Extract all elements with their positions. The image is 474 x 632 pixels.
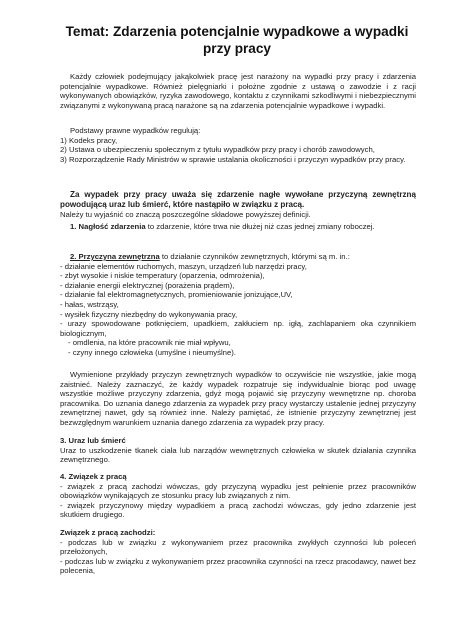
- list-item: - działanie energii elektrycznej (porażenia prądem),: [60, 280, 235, 290]
- section-2-heading: 2. Przyczyna zewnętrzna: [70, 252, 160, 261]
- section-5-item: - podczas lub w związku z wykonywaniem przez pracownika czynności na rzecz pracodawcy, nawet bez polecenia,: [60, 556, 416, 576]
- section-4-item: - związek z pracą zachodzi wówczas, gdy przyczyną wypadku jest pełnienie przez pracowników obowiązków wynikających ze stosunku pracy lub związanych z nim.: [60, 481, 416, 501]
- section-3-text: Uraz to uszkodzenie tkanek ciała lub narządów wewnętrznych człowieka w skutek działania czynnika zewnętrznego.: [60, 445, 416, 465]
- section-4-heading: 4. Związek z pracą: [60, 472, 127, 481]
- list-item: - zbyt wysokie i niskie temperatury (oparzenia, odmrożenia),: [60, 271, 265, 281]
- list-item: - działanie elementów ruchomych, maszyn, urządzeń lub narzędzi pracy,: [60, 261, 307, 271]
- section-3: [60, 436, 416, 465]
- definition-paragraph: [60, 190, 416, 220]
- section-2-note: Wymienione przykłady przyczyn zewnętrznych wypadków to oczywiście nie wszystkie, jakie mogą zaistnieć. Należy zaznaczyć, że każdy wypadek rozpatruje się indywidualnie biorąc pod uwagę wszystkie możliwe przyczyny zdarzenia, gdyż mogą pojawić się przyczyny wewnętrzne np. choroba pracownika. Do uznania danego zdarzenia za wypadek przy pracy wystarczy ustalenie jednej przyczyny zewnętrznej nawet, gdy są również inne. Należy pamiętać, że istnienie przyczyny zewnętrznej jest bezwzględnym warunkiem uznania danego zdarzenia za wypadek przy pracy.: [60, 370, 416, 427]
- section-2-text: to działanie czynników zewnętrznych, którymi są m. in.:: [159, 252, 350, 261]
- section-2: [60, 252, 416, 358]
- definition-note: Należy tu wyjaśnić co znaczą poszczególne składowe powyższej definicji.: [60, 210, 311, 219]
- legal-basis-item: 2) Ustawa o ubezpieczeniu społecznym z tytułu wypadków przy pracy i chorób zawodowych,: [60, 145, 375, 155]
- list-item: - czyny innego człowieka (umyślne i nieumyślne).: [68, 347, 236, 357]
- legal-basis-section: [60, 126, 416, 164]
- section-4-item: - związek przyczynowy między wypadkiem a pracą zachodzi wówczas, gdy jedno zdarzenie jest skutkiem drugiego.: [60, 500, 416, 520]
- list-item: - hałas, wstrząsy,: [60, 299, 119, 309]
- section-1-text: to zdarzenie, które trwa nie dłużej niż czas jednej zmiany roboczej.: [145, 222, 375, 231]
- document-title: Temat: Zdarzenia potencjalnie wypadkowe a wypadki przy pracy: [65, 24, 409, 56]
- section-1: [60, 222, 416, 232]
- list-item: - omdlenia, na które pracownik nie miał wpływu,: [68, 338, 231, 348]
- legal-basis-item: 1) Kodeks pracy,: [60, 135, 118, 145]
- section-3-heading: 3. Uraz lub śmierć: [60, 436, 126, 445]
- intro-paragraph: Każdy człowiek podejmujący jakąkolwiek pracę jest narażony na wypadki przy pracy i zdarzenia potencjalnie wypadkowe. Również pielęgniarki i położne zgodnie z ustawą o zawodzie i z racji wykonywanych obowiązków, ryzyka zawodowego, kontaktu z czynnikami szkodliwymi i niebezpiecznymi związanymi z wykonywaną pracą narażone są na zdarzenia potencjalnie wypadkowe i wypadki.: [60, 72, 416, 110]
- list-item: - urazy spowodowane potknięciem, upadkiem, zakłuciem np. igłą, zachlapaniem oka czynnikiem biologicznym,: [60, 319, 416, 338]
- list-item: - działanie fal elektromagnetycznych, promieniowanie jonizujące,UV,: [60, 290, 293, 300]
- legal-basis-heading: Podstawy prawne wypadków regulują:: [70, 126, 201, 135]
- section-5-item: - podczas lub w związku z wykonywaniem przez pracownika zwykłych czynności lub poleceń przełożonych,: [60, 537, 416, 557]
- section-1-heading: 1. Nagłość zdarzenia: [70, 222, 146, 231]
- definition-bold: Za wypadek przy pracy uważa się zdarzenie nagłe wywołane przyczyną zewnętrzną powodującą uraz lub śmierć, które nastąpiło w związku z pracą.: [60, 190, 416, 209]
- section-5-heading: Związek z pracą zachodzi:: [60, 528, 156, 537]
- section-5: [60, 528, 416, 576]
- section-2-list: [60, 262, 416, 358]
- section-4: [60, 472, 416, 520]
- list-item: - wysiłek fizyczny niezbędny do wykonywania pracy,: [60, 309, 238, 319]
- legal-basis-item: 3) Rozporządzenie Rady Ministrów w sprawie ustalania okoliczności i przyczyn wypadków przy pracy.: [60, 154, 406, 164]
